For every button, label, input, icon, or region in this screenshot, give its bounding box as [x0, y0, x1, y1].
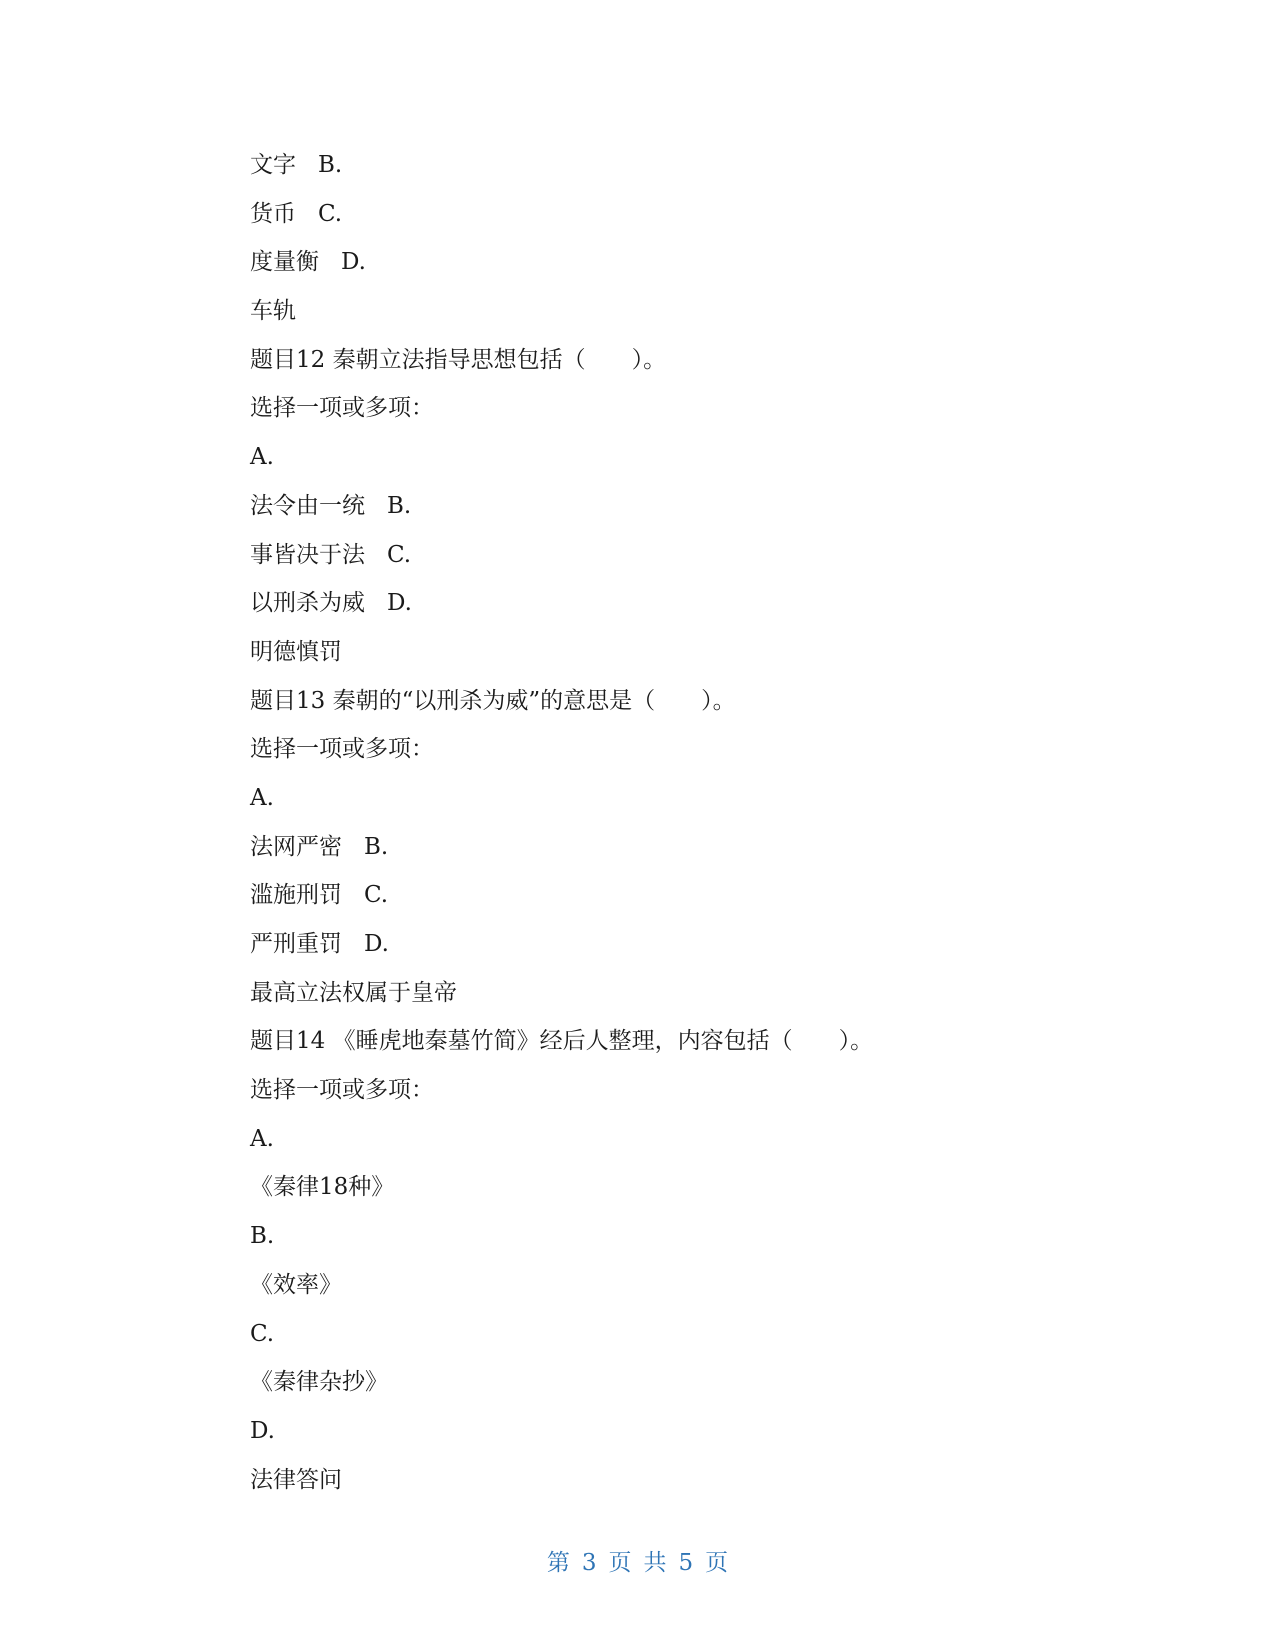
- instruction-text: 选择一项或多项：: [250, 1077, 434, 1104]
- question-title: [250, 677, 1050, 726]
- page-number-current: 3: [581, 1550, 597, 1576]
- page-footer: [0, 1548, 1275, 1578]
- text-line: [250, 482, 1050, 531]
- option-text: 度量衡: [250, 249, 319, 276]
- text-line: [250, 1261, 1050, 1310]
- option-letter: C.: [318, 200, 343, 227]
- question-text: 题目12 秦朝立法指导思想包括（ ）。: [250, 346, 667, 373]
- option-marker: [250, 774, 1050, 823]
- text-line: [250, 1456, 1050, 1505]
- option-text: 滥施刑罚: [250, 882, 342, 909]
- option-text: 法律答问: [250, 1466, 342, 1493]
- option-text: 事皆决于法: [250, 541, 365, 568]
- question-instruction: [250, 1066, 1050, 1115]
- option-text: 文字: [250, 152, 296, 178]
- option-letter: A.: [250, 1125, 274, 1152]
- option-text: 以刑杀为威: [250, 590, 365, 617]
- page-total-prefix: 共: [643, 1550, 667, 1576]
- document-body: [250, 141, 1050, 1504]
- page-number-unit: 页: [608, 1550, 632, 1576]
- option-text: 法令由一统: [250, 492, 365, 519]
- option-text: 最高立法权属于皇帝: [250, 979, 457, 1006]
- page-total-unit: 页: [705, 1550, 729, 1576]
- instruction-text: 选择一项或多项：: [250, 395, 434, 422]
- question-instruction: [250, 725, 1050, 774]
- text-line: [250, 823, 1050, 872]
- option-letter: B.: [387, 492, 412, 519]
- text-line: [250, 238, 1050, 287]
- option-letter: D.: [387, 590, 412, 617]
- question-text: 题目13 秦朝的“以刑杀为威”的意思是（ ）。: [250, 687, 736, 714]
- option-marker: [250, 1212, 1050, 1261]
- page-number-prefix: 第: [546, 1550, 570, 1576]
- option-letter: D.: [364, 931, 389, 957]
- text-line: [250, 190, 1050, 239]
- option-text: 货币: [250, 200, 296, 227]
- page-total: 5: [678, 1550, 694, 1576]
- option-letter: C.: [387, 541, 412, 568]
- option-letter: C.: [364, 882, 389, 909]
- text-line: [250, 287, 1050, 336]
- option-letter: C.: [250, 1320, 275, 1347]
- option-text: 《秦律杂抄》: [250, 1369, 388, 1396]
- question-text: 题目14 《睡虎地秦墓竹简》经后人整理，内容包括（ ）。: [250, 1028, 874, 1055]
- text-line: [250, 871, 1050, 920]
- option-text: 《秦律18种》: [250, 1174, 395, 1201]
- option-text: 法网严密: [250, 833, 342, 860]
- question-instruction: [250, 384, 1050, 433]
- option-letter: D.: [341, 249, 366, 276]
- option-letter: A.: [250, 784, 274, 811]
- text-line: [250, 969, 1050, 1018]
- option-marker: [250, 433, 1050, 482]
- option-letter: B.: [250, 1223, 275, 1250]
- text-line: [250, 920, 1050, 969]
- option-text: 车轨: [250, 298, 296, 325]
- text-line: [250, 1163, 1050, 1212]
- option-marker: [250, 1407, 1050, 1456]
- text-line: [250, 579, 1050, 628]
- question-title: [250, 1017, 1050, 1066]
- question-title: [250, 336, 1050, 385]
- option-marker: [250, 1310, 1050, 1359]
- option-letter: A.: [250, 444, 274, 471]
- option-marker: [250, 1115, 1050, 1164]
- instruction-text: 选择一项或多项：: [250, 736, 434, 763]
- text-line: [250, 531, 1050, 580]
- option-letter: D.: [250, 1417, 275, 1444]
- option-letter: B.: [364, 833, 389, 860]
- text-line: [250, 141, 1050, 190]
- option-text: 严刑重罚: [250, 931, 342, 957]
- option-text: 《效率》: [250, 1271, 342, 1298]
- option-text: 明德慎罚: [250, 638, 342, 665]
- text-line: [250, 1358, 1050, 1407]
- option-letter: B.: [318, 152, 343, 178]
- text-line: [250, 628, 1050, 677]
